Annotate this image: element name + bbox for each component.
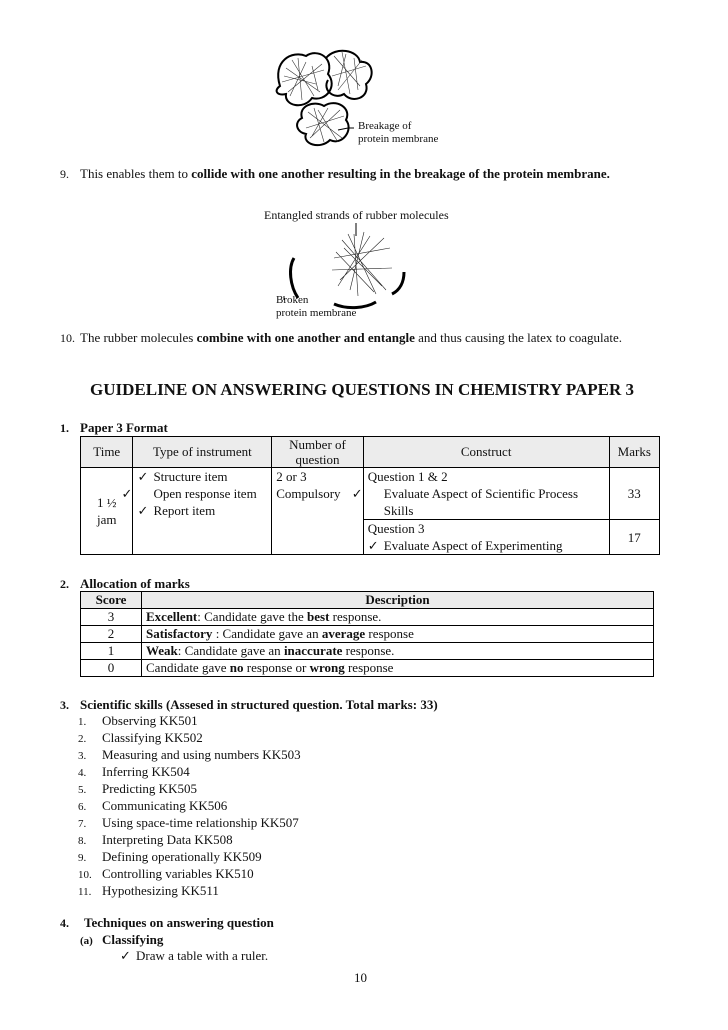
item-9-number: 9. — [60, 167, 69, 181]
skill-text: Using space-time relationship KK507 — [102, 815, 299, 830]
allocation-row — [81, 609, 654, 626]
page-heading: GUIDELINE ON ANSWERING QUESTIONS IN CHEMISTRY PAPER 3 — [90, 380, 634, 399]
header-marks: Marks — [609, 437, 659, 468]
figure-protein-breakage — [262, 46, 462, 166]
marks-b: 17 — [609, 520, 659, 555]
item-10-text-after: and thus causing the latex to coagulate. — [414, 330, 623, 345]
section-2-title — [60, 576, 190, 592]
construct-b-item: ✓ Evaluate Aspect of Experimenting — [368, 537, 605, 554]
section-1-number: 1. — [60, 421, 69, 435]
section-3-number: 3. — [60, 698, 69, 712]
number-line1: 2 or 3 — [276, 469, 307, 484]
score-cell: 1 — [81, 643, 142, 660]
description-text: Candidate gave — [146, 660, 230, 675]
section-4-number: 4. — [60, 916, 69, 930]
item-10-bold: combine with one another and entangle — [196, 330, 415, 345]
description-bold: Weak — [146, 643, 178, 658]
construct-a-item: ✓ Evaluate Aspect of Scientific Process Skills — [368, 485, 605, 519]
construct-a-cell — [363, 468, 609, 520]
skill-item — [78, 781, 197, 798]
header-time: Time — [81, 437, 133, 468]
paper-format-row-a — [81, 468, 660, 520]
skill-number: 2. — [78, 733, 87, 745]
paper-format-header-row — [81, 437, 660, 468]
skill-number: 4. — [78, 767, 87, 779]
number-cell — [272, 468, 364, 555]
header-score: Score — [81, 592, 142, 609]
skill-item — [78, 849, 262, 866]
header-description: Description — [142, 592, 654, 609]
skill-text: Measuring and using numbers KK503 — [102, 747, 301, 762]
skill-number: 6. — [78, 801, 87, 813]
protein-particles-illustration — [262, 46, 462, 166]
description-text2: response — [365, 626, 414, 641]
time-line1: 1 ½ — [96, 495, 117, 510]
section-2-title-text: Allocation of marks — [80, 576, 190, 591]
allocation-header-row — [81, 592, 654, 609]
header-construct: Construct — [363, 437, 609, 468]
description-text2: response or — [243, 660, 310, 675]
description-text: : Candidate gave the — [197, 609, 308, 624]
description-bold3: wrong — [309, 660, 345, 675]
skill-item — [78, 832, 233, 849]
header-number: Number of question — [272, 437, 364, 468]
skill-text: Observing KK501 — [102, 713, 198, 728]
allocation-row — [81, 626, 654, 643]
skill-text: Interpreting Data KK508 — [102, 832, 233, 847]
item-9 — [60, 166, 660, 182]
skill-item — [78, 798, 227, 815]
section-1-title-text: Paper 3 Format — [80, 420, 168, 435]
item-10-text: The rubber molecules — [80, 330, 197, 345]
construct-a-title: Question 1 & 2 — [367, 469, 448, 484]
header-instrument: Type of instrument — [133, 437, 272, 468]
description-cell — [142, 660, 654, 677]
skill-number: 10. — [78, 869, 92, 881]
instrument-structure: ✓ Structure item — [137, 468, 267, 485]
figure2-label-bottom-line1: Broken — [276, 294, 309, 306]
paper-format-table — [80, 436, 660, 555]
instrument-open-response: ✓ Open response item — [137, 485, 267, 502]
figure-entangled-rubber — [264, 208, 484, 328]
section-4-sub-label: (a) — [80, 935, 93, 947]
figure2-label-bottom-line2: protein membrane — [276, 307, 357, 319]
instrument-report: ✓ Report item — [137, 502, 267, 519]
skill-item — [78, 764, 190, 781]
description-bold2: best — [307, 609, 330, 624]
section-3-title-text: Scientific skills (Assesed in structured question. Total marks: 33) — [80, 697, 438, 712]
description-text: : Candidate gave an — [177, 643, 284, 658]
section-4-sub-title: Classifying — [102, 932, 164, 947]
skill-item — [78, 713, 198, 730]
score-cell: 3 — [81, 609, 142, 626]
time-cell — [81, 468, 133, 555]
allocation-table — [80, 591, 654, 677]
section-1-title — [60, 420, 168, 436]
number-line2: Compulsory — [276, 486, 341, 501]
section-3-title — [60, 697, 438, 713]
skill-number: 5. — [78, 784, 87, 796]
section-4-bullet — [120, 948, 268, 964]
item-10 — [60, 330, 700, 346]
item-10-number: 10. — [60, 331, 75, 345]
marks-a: 33 — [609, 468, 659, 520]
skill-text: Predicting KK505 — [102, 781, 197, 796]
figure2-label-bottom — [276, 294, 356, 320]
skill-text: Defining operationally KK509 — [102, 849, 262, 864]
skill-item — [78, 730, 203, 747]
skill-item — [78, 883, 219, 900]
skill-item — [78, 747, 301, 764]
figure1-label-line1: Breakage of — [358, 120, 412, 132]
skill-text: Hypothesizing KK511 — [102, 883, 219, 898]
description-bold2: average — [321, 626, 366, 641]
skill-number: 7. — [78, 818, 87, 830]
figure1-label-line2: protein membrane — [358, 133, 439, 145]
section-4-title — [60, 915, 274, 931]
description-text2: response. — [329, 609, 382, 624]
description-cell — [142, 626, 654, 643]
section-2-number: 2. — [60, 577, 69, 591]
skill-number: 1. — [78, 716, 87, 728]
skill-item — [78, 866, 254, 883]
time-line2: jam — [96, 512, 117, 527]
description-bold: Excellent — [146, 609, 198, 624]
skill-number: 9. — [78, 852, 87, 864]
skill-number: 8. — [78, 835, 87, 847]
description-bold2: no — [229, 660, 244, 675]
description-text2: response. — [342, 643, 395, 658]
figure2-label-top: Entangled strands of rubber molecules — [264, 208, 449, 222]
skill-text: Controlling variables KK510 — [102, 866, 254, 881]
item-9-bold: collide with one another resulting in the breakage of the protein membrane. — [191, 166, 610, 181]
skill-text: Communicating KK506 — [102, 798, 228, 813]
construct-b-cell — [363, 520, 609, 555]
description-bold: Satisfactory — [146, 626, 213, 641]
section-4-bullet-text: ✓ Draw a table with a ruler. — [120, 948, 268, 963]
skill-text: Inferring KK504 — [102, 764, 190, 779]
skill-item — [78, 815, 299, 832]
section-4-subtitle — [80, 932, 163, 949]
instrument-cell — [133, 468, 272, 555]
score-cell: 0 — [81, 660, 142, 677]
item-9-text: This enables them to — [80, 166, 192, 181]
section-4-title-text: Techniques on answering question — [84, 915, 274, 930]
skill-number: 3. — [78, 750, 87, 762]
description-text3: response — [344, 660, 394, 675]
description-cell — [142, 643, 654, 660]
skill-text: Classifying KK502 — [102, 730, 203, 745]
construct-b-title: Question 3 — [367, 521, 425, 536]
skill-number: 11. — [78, 886, 92, 898]
description-cell — [142, 609, 654, 626]
description-bold2: inaccurate — [283, 643, 343, 658]
figure1-label — [358, 120, 438, 146]
allocation-row — [81, 660, 654, 677]
page-number: 10 — [354, 970, 367, 985]
score-cell: 2 — [81, 626, 142, 643]
allocation-row — [81, 643, 654, 660]
description-text: : Candidate gave an — [212, 626, 322, 641]
